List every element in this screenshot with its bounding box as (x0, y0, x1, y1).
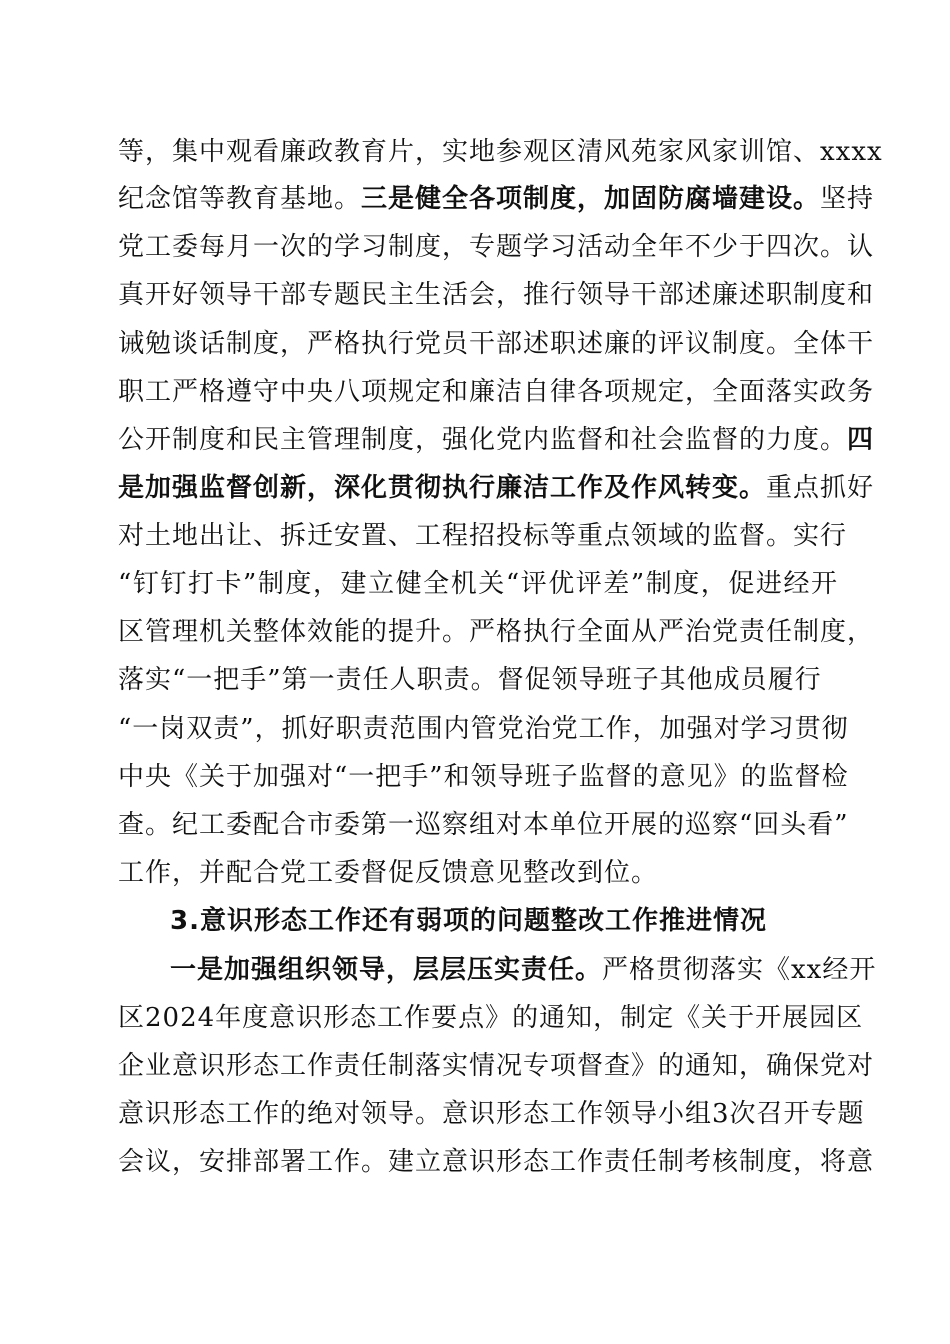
text-segment: 落实“一把手”第一责任人职责。督促领导班子其他成员履行 (118, 665, 822, 695)
text-segment: “钉钉打卡”制度，建立健全机关“评优评差”制度，促进经开 (118, 569, 838, 599)
text-line (118, 225, 875, 269)
text-line (118, 707, 849, 751)
text-segment: 工作，并配合党工委督促反馈意见整改到位。 (118, 858, 659, 888)
text-segment: 等，集中观看廉政教育片，实地参观区清风苑家风家训馆、xxxx (118, 137, 883, 167)
text-segment: “一岗双责”，抓好职责范围内管党治党工作，加强对学习贯彻 (118, 714, 849, 744)
bold-text-segment: 一是加强组织领导，层层压实责任。 (170, 955, 603, 985)
text-segment: 严格贯彻落实《xx经开 (602, 955, 877, 985)
text-segment: 真开好领导干部专题民主生活会，推行领导干部述廉述职制度和 (118, 280, 875, 310)
text-line (118, 130, 883, 174)
text-segment: 职工严格遵守中央八项规定和廉洁自律各项规定，全面落实政务 (118, 377, 875, 407)
text-line (118, 1092, 865, 1136)
text-line (118, 1044, 875, 1088)
text-segment: 纪念馆等教育基地。 (118, 184, 362, 214)
text-segment: 企业意识形态工作责任制落实情况专项督查》的通知，确保党对 (118, 1051, 875, 1081)
text-line (118, 658, 838, 702)
text-segment: 对土地出让、拆迁安置、工程招投标等重点领域的监督。实行 (118, 521, 848, 551)
text-line (118, 514, 848, 558)
text-line (118, 1140, 875, 1184)
text-line (118, 322, 875, 366)
text-segment: 党工委每月一次的学习制度，专题学习活动全年不少于四次。认 (118, 232, 875, 262)
text-line (118, 851, 838, 895)
bold-text-segment: 三是健全各项制度，加固防腐墙建设。 (361, 184, 821, 214)
text-segment: 区管理机关整体效能的提升。严格执行全面从严治党责任制度， (118, 617, 875, 647)
text-line (118, 418, 875, 462)
bold-text-segment: 3.意识形态工作还有弱项的问题整改工作推进情况 (170, 906, 767, 936)
text-segment: 公开制度和民主管理制度，强化党内监督和社会监督的力度。 (118, 425, 848, 455)
text-line (118, 370, 875, 414)
text-line (170, 948, 877, 992)
text-segment: 区2024年度意识形态工作要点》的通知，制定《关于开展园区 (118, 1003, 864, 1033)
section-heading (170, 899, 838, 943)
text-line (118, 803, 849, 847)
text-line (118, 273, 875, 317)
text-line (118, 755, 849, 799)
text-line (118, 466, 875, 510)
text-segment: 诫勉谈话制度，严格执行党员干部述职述廉的评议制度。全体干 (118, 329, 875, 359)
text-segment: 会议，安排部署工作。建立意识形态工作责任制考核制度，将意 (118, 1147, 875, 1177)
text-line (118, 610, 875, 654)
text-segment: 中央《关于加强对“一把手”和领导班子监督的意见》的监督检 (118, 762, 849, 792)
text-segment: 坚持 (820, 184, 875, 214)
text-line (118, 177, 875, 221)
text-segment: 查。纪工委配合市委第一巡察组对本单位开展的巡察“回头看” (118, 810, 849, 840)
text-line (118, 562, 838, 606)
bold-text-segment: 是加强监督创新，深化贯彻执行廉洁工作及作风转变。 (118, 473, 767, 503)
bold-text-segment: 四 (847, 425, 875, 455)
text-segment: 意识形态工作的绝对领导。意识形态工作领导小组3次召开专题 (118, 1099, 865, 1129)
text-line (118, 996, 864, 1040)
text-segment: 重点抓好 (766, 473, 875, 503)
